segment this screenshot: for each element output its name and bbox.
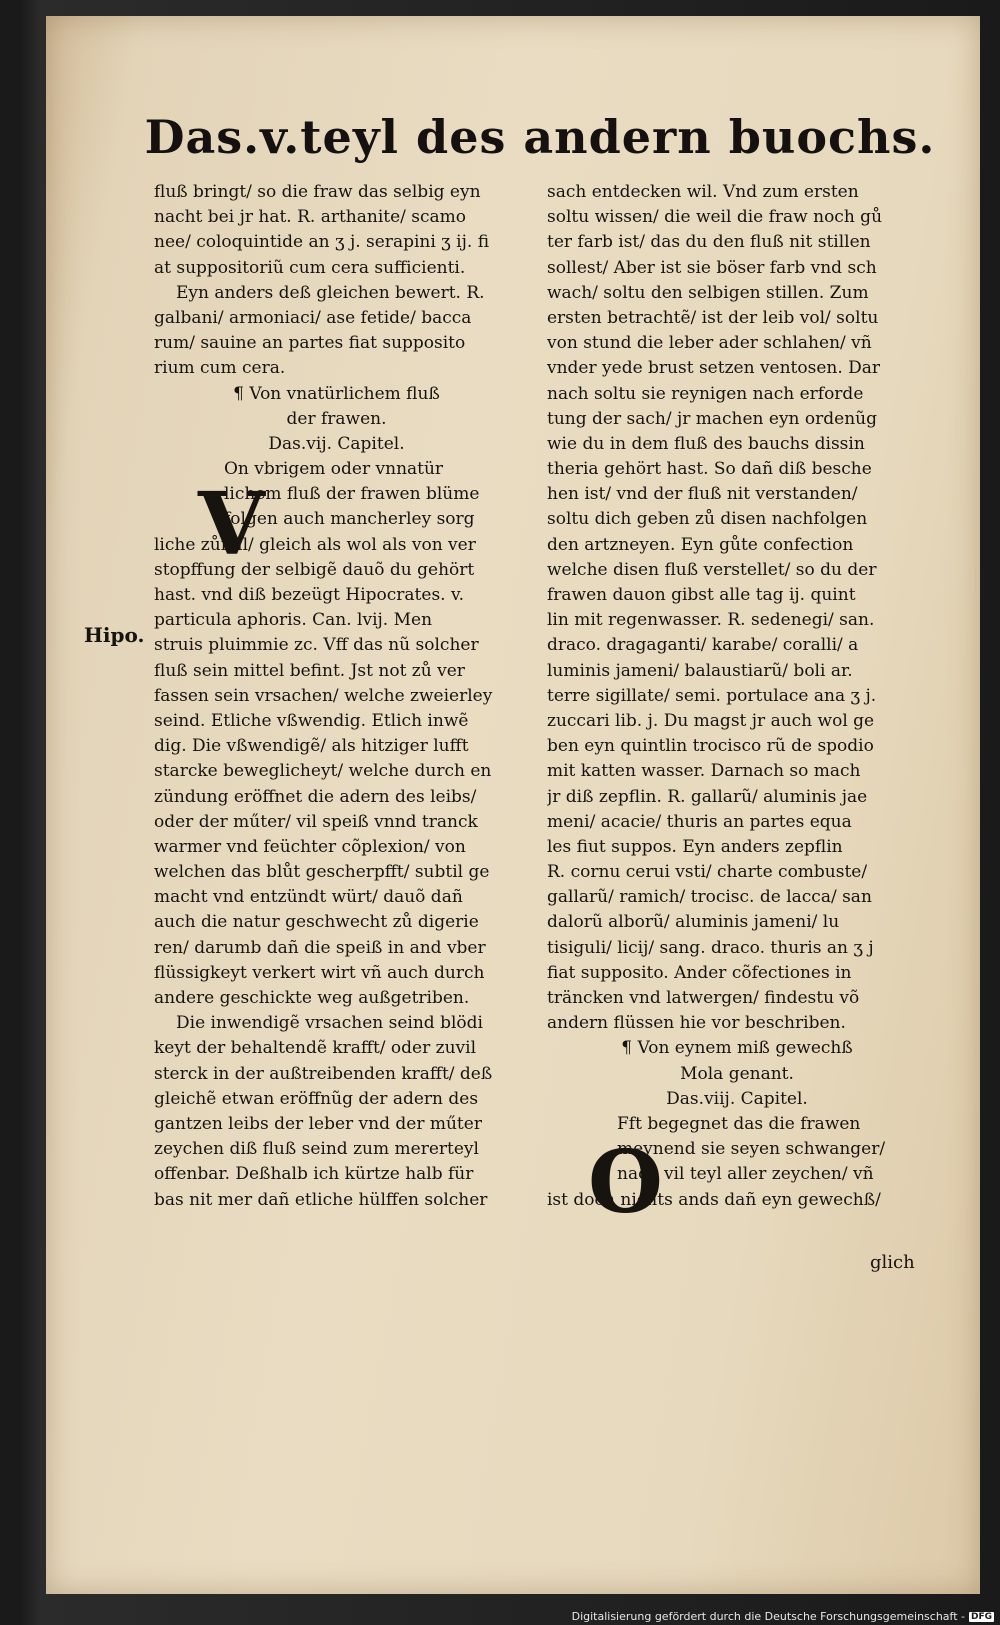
- right-line: zuccari lib. j. Du magst jr auch wol ge: [547, 710, 875, 731]
- left-line: folgen auch mancherley sorg: [224, 509, 475, 530]
- left-column: [154, 180, 519, 1213]
- left-line: struis pluimmie zc. Vff das nũ solcher: [154, 635, 479, 656]
- right-line: soltu dich geben zů disen nachfolgen: [547, 509, 868, 530]
- left-line: Die inwendigẽ vrsachen seind blödi: [176, 1013, 483, 1034]
- right-line: ist doch nichts ands dañ eyn gewechß/: [547, 1189, 881, 1210]
- right-line: theria gehört hast. So dañ diß besche: [547, 459, 872, 480]
- right-line: meynend sie seyen schwanger/: [617, 1139, 886, 1160]
- left-line: andere geschickte weg außgetriben.: [154, 988, 470, 1008]
- right-line: ben eyn quintlin trocisco rũ de spodio: [547, 736, 874, 757]
- left-line: fluß bringt/ so die fraw das selbig eyn: [154, 182, 481, 202]
- right-line: frawen dauon gibst alle tag ij. quint: [547, 585, 856, 605]
- left-line: stopffung der selbigẽ dauõ du gehört: [154, 559, 475, 580]
- right-line: ter farb ist/ das du den fluß nit stillen: [547, 232, 871, 253]
- right-line: Das.viij. Capitel.: [666, 1088, 808, 1109]
- left-line: flüssigkeyt verkert wirt vñ auch durch: [154, 962, 485, 983]
- left-line: rum/ sauine an partes fiat supposito: [154, 333, 466, 354]
- right-line: les fiut suppos. Eyn anders zepflin: [547, 836, 843, 857]
- left-line: ¶ Von vnatürlichem fluß: [233, 383, 440, 404]
- right-line: tung der sach/ jr machen eyn ordenũg: [547, 408, 877, 429]
- left-line: fassen sein vrsachen/ welche zweierley: [154, 685, 493, 706]
- left-line: Das.vij. Capitel.: [268, 433, 405, 454]
- left-line: auch die natur geschwecht zů digerie: [154, 912, 479, 933]
- right-line: von stund die leber ader schlahen/ vñ: [547, 333, 872, 354]
- right-line: terre sigillate/ semi. portulace ana ʒ j.: [547, 685, 877, 706]
- right-line: gallarũ/ ramich/ trocisc. de lacca/ san: [547, 887, 872, 908]
- right-line: draco. dragaganti/ karabe/ coralli/ a: [547, 635, 859, 656]
- right-line: tisiguli/ licij/ sang. draco. thuris an ʒ j: [547, 937, 874, 958]
- right-line: hen ist/ vnd der fluß nit verstanden/: [547, 484, 858, 505]
- footer-text: Digitalisierung gefördert durch die Deutsche Forschungsgemeinschaft -: [571, 1610, 965, 1623]
- left-line: dig. Die vßwendigẽ/ als hitziger lufft: [154, 736, 469, 757]
- catchword: glich: [870, 1252, 915, 1273]
- right-line: ersten betrachtẽ/ ist der leib vol/ soltu: [547, 307, 879, 328]
- left-line: On vbrigem oder vnnatür: [224, 459, 444, 480]
- right-line: dalorũ alborũ/ aluminis jameni/ lu: [547, 912, 840, 933]
- left-line: zeychen diß fluß seind zum mererteyl: [154, 1139, 479, 1160]
- left-line: gleichẽ etwan eröffnũg der adern des: [154, 1088, 479, 1109]
- right-line: mit katten wasser. Darnach so mach: [547, 761, 861, 782]
- left-line: fluß sein mittel befint. Jst not zů ver: [154, 660, 465, 681]
- right-line: lin mit regenwasser. R. sedenegi/ san.: [547, 610, 875, 631]
- left-line: liche zůfäll/ gleich als wol als von ver: [154, 534, 476, 555]
- left-line: offenbar. Deßhalb ich kürtze halb für: [154, 1164, 474, 1185]
- right-line: andern flüssen hie vor beschriben.: [547, 1013, 846, 1034]
- right-line: nach soltu sie reynigen nach erforde: [547, 383, 864, 404]
- right-line: fiat supposito. Ander cõfectiones in: [547, 962, 852, 983]
- left-line: welchen das blůt gescherpfft/ subtil ge: [154, 862, 490, 883]
- right-line: sollest/ Aber ist sie böser farb vnd sch: [547, 257, 877, 278]
- right-line: träncken vnd latwergen/ findestu võ: [547, 988, 860, 1008]
- right-line: luminis jameni/ balaustiarũ/ boli ar.: [547, 660, 853, 681]
- right-line: R. cornu cerui vsti/ charte combuste/: [547, 862, 868, 883]
- right-line: ¶ Von eynem miß gewechß: [621, 1038, 853, 1059]
- left-line: hast. vnd diß bezeügt Hipocrates. v.: [154, 585, 464, 605]
- right-line: jr diß zepflin. R. gallarũ/ aluminis jae: [547, 786, 868, 807]
- left-line: starcke beweglicheyt/ welche durch en: [154, 761, 492, 782]
- right-line: Mola genant.: [680, 1063, 794, 1084]
- left-line: lichem fluß der frawen blüme: [224, 484, 480, 505]
- right-line: den artzneyen. Eyn gůte confection: [547, 534, 854, 555]
- left-line: nee/ coloquintide an ʒ j. serapini ʒ ij. fi: [154, 232, 490, 253]
- left-line: Eyn anders deß gleichen bewert. R.: [176, 282, 485, 303]
- left-line: nacht bei jr hat. R. arthanite/ scamo: [154, 207, 467, 228]
- left-line: particula aphoris. Can. lvij. Men: [154, 610, 433, 631]
- left-line: bas nit mer dañ etliche hülffen solcher: [154, 1189, 488, 1210]
- left-line: rium cum cera.: [154, 358, 286, 379]
- left-line: oder der műter/ vil speiß vnnd tranck: [154, 811, 478, 832]
- right-line: soltu wissen/ die weil die fraw noch gů: [547, 207, 883, 228]
- drop-cap-v: V: [198, 474, 265, 575]
- right-line: nach vil teyl aller zeychen/ vñ: [617, 1164, 874, 1185]
- running-head: Das.v.teyl des andern buochs.: [144, 110, 936, 164]
- left-line: seind. Etliche vßwendig. Etlich inwẽ: [154, 710, 469, 731]
- right-line: wach/ soltu den selbigen stillen. Zum: [547, 282, 869, 303]
- dfg-logo: DFG: [970, 1611, 992, 1622]
- digitization-footer: [572, 1610, 994, 1623]
- margin-note: Hipo.: [84, 623, 145, 647]
- left-line: galbani/ armoniaci/ ase fetide/ bacca: [154, 307, 472, 328]
- left-line: keyt der behaltendẽ krafft/ oder zuvil: [154, 1038, 477, 1059]
- right-line: sach entdecken wil. Vnd zum ersten: [547, 182, 859, 202]
- left-line: gantzen leibs der leber vnd der műter: [154, 1113, 482, 1134]
- left-line: zündung eröffnet die adern des leibs/: [154, 786, 477, 807]
- right-line: wie du in dem fluß des bauchs dissin: [547, 433, 865, 454]
- right-line: meni/ acacie/ thuris an partes equa: [547, 811, 852, 832]
- left-line: at suppositoriũ cum cera sufficienti.: [154, 257, 466, 278]
- right-line: Fft begegnet das die frawen: [617, 1113, 861, 1134]
- left-line: sterck in der außtreibenden krafft/ deß: [154, 1063, 493, 1084]
- left-line: der frawen.: [286, 408, 387, 429]
- left-line: macht vnd entzündt würt/ dauõ dañ: [154, 887, 463, 908]
- drop-cap-o: O: [588, 1132, 663, 1233]
- right-line: vnder yede brust setzen ventosen. Dar: [547, 358, 881, 379]
- left-line: ren/ darumb dañ die speiß in and vber: [154, 937, 486, 958]
- right-line: welche disen fluß verstellet/ so du der: [547, 559, 877, 580]
- left-line: warmer vnd feüchter cõplexion/ von: [154, 836, 466, 857]
- right-column: [547, 180, 927, 1213]
